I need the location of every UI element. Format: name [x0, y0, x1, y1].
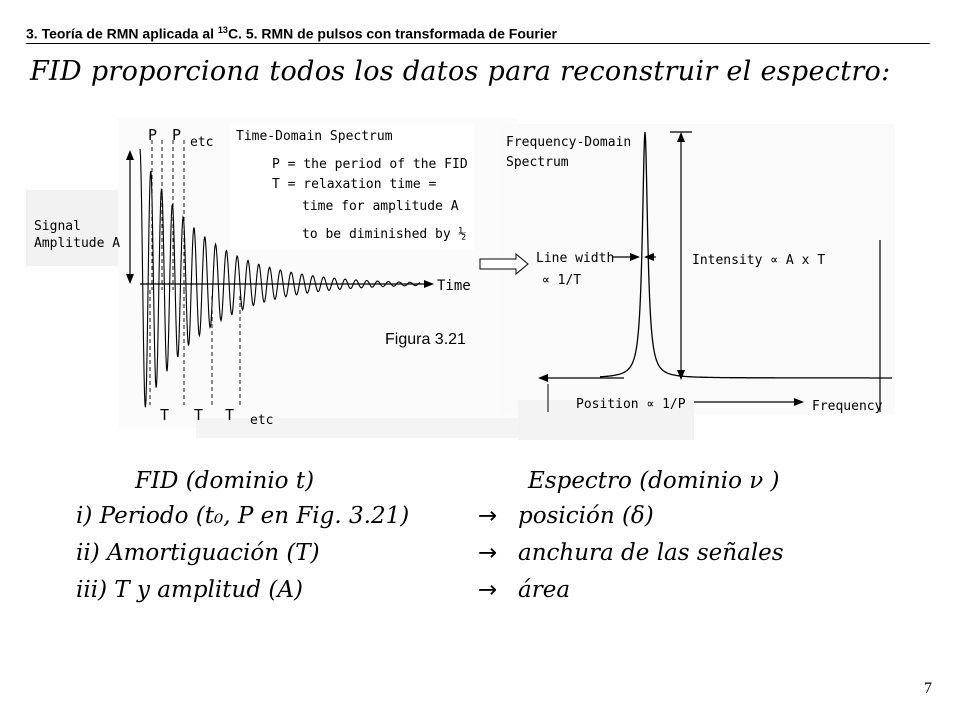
- comparison-row-3-left: iii) T y amplitud (A): [76, 577, 303, 603]
- legend-relaxation-2: time for amplitude A: [302, 199, 459, 214]
- comparison-row-1-right: posición (δ): [518, 503, 654, 529]
- page-number: 7: [924, 680, 932, 697]
- time-domain-heading: Time-Domain Spectrum: [236, 129, 393, 144]
- time-axis-label: Time: [437, 278, 471, 294]
- comparison-row-1-left: i) Periodo (t₀, P en Fig. 3.21): [76, 503, 410, 529]
- relaxation-label-etc: etc: [250, 413, 274, 428]
- comparison-row-2-right: anchura de las señales: [518, 540, 784, 566]
- position-label: Position ∝ 1/P: [576, 397, 686, 412]
- signal-amplitude-label-2: Amplitude A: [34, 236, 121, 251]
- intensity-label: Intensity ∝ A x T: [692, 253, 826, 268]
- comparison-row-2-left: ii) Amortiguación (T): [76, 540, 320, 566]
- relaxation-label-t2: T: [194, 406, 204, 424]
- header-suffix: C. 5. RMN de pulsos con transformada de Fourier: [227, 25, 557, 42]
- figure-caption: Figura 3.21: [385, 331, 466, 348]
- signal-amplitude-label-1: Signal: [34, 219, 81, 234]
- comparison-header-left: FID (dominio t): [135, 468, 315, 494]
- header-isotope-mass: 13: [217, 25, 228, 35]
- period-label-etc: etc: [190, 135, 214, 150]
- line-width-label-1: Line width: [536, 251, 615, 266]
- frequency-heading-2: Spectrum: [506, 155, 569, 170]
- comparison-row-2-arrow: →: [478, 540, 498, 566]
- frequency-heading-1: Frequency-Domain: [506, 135, 632, 150]
- period-label-p2: P: [172, 126, 182, 144]
- comparison-row-3-right: área: [518, 577, 571, 603]
- legend-relaxation-3: to be diminished by ½: [302, 227, 467, 242]
- relaxation-label-t3: T: [225, 406, 235, 424]
- legend-relaxation-1: T = relaxation time =: [272, 177, 437, 192]
- header-prefix: 3. Teoría de RMN aplicada al: [26, 25, 218, 42]
- comparison-row-3-arrow: →: [478, 577, 498, 603]
- line-width-label-2: ∝ 1/T: [542, 273, 582, 288]
- fid-panel-lower: [196, 418, 520, 438]
- slide-title: FID proporciona todos los datos para reconstruir el espectro:: [30, 56, 891, 87]
- legend-period: P = the period of the FID: [272, 157, 468, 172]
- relaxation-label-t1: T: [160, 406, 170, 424]
- frequency-axis-label: Frequency: [812, 399, 883, 414]
- comparison-row-1-arrow: →: [478, 503, 498, 529]
- period-label-p1: P: [148, 126, 158, 144]
- comparison-header-right: Espectro (dominio ν ): [528, 468, 780, 494]
